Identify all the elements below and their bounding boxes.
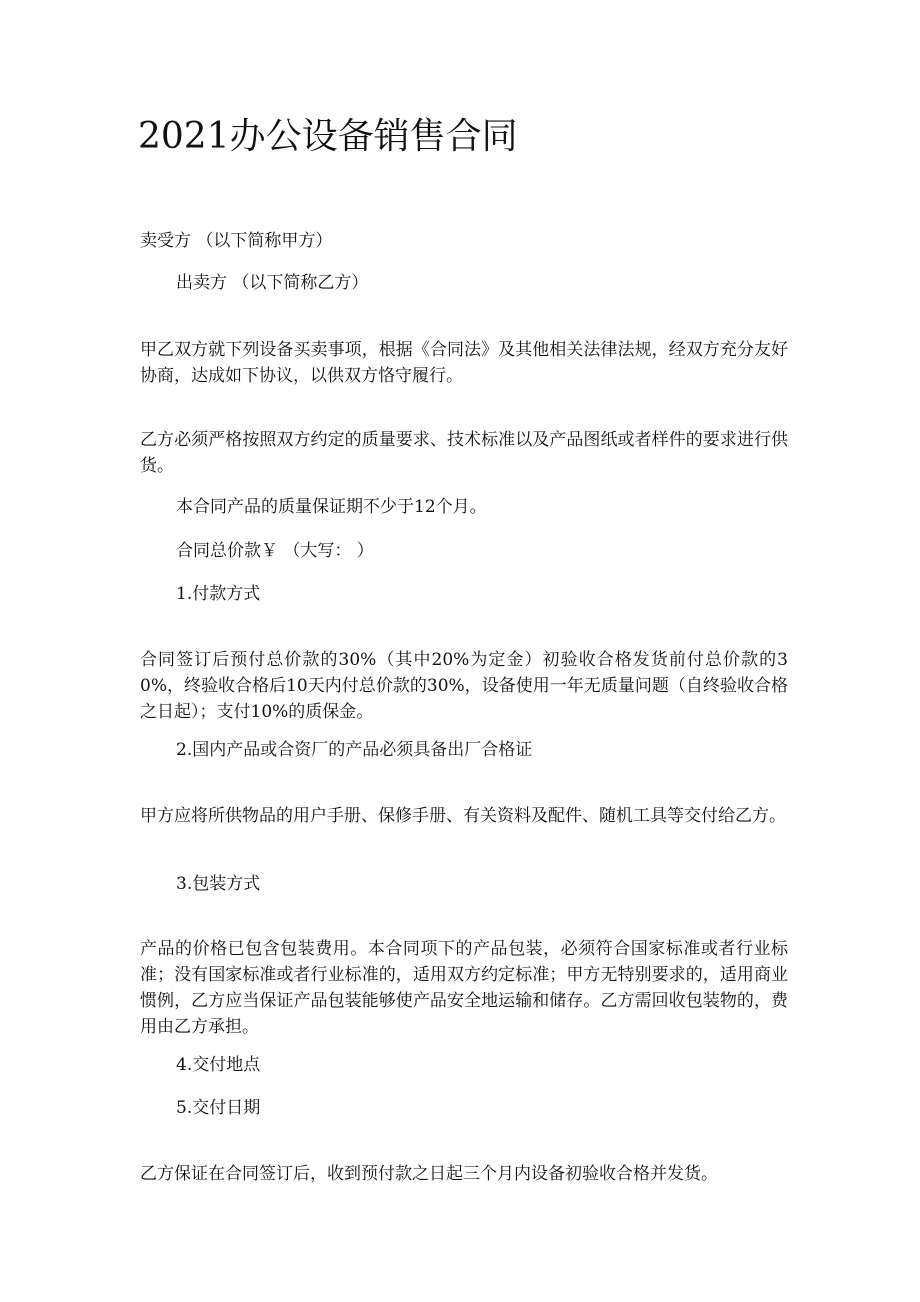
section-5-heading: 5.交付日期 xyxy=(176,1098,261,1118)
section-2-heading: 2.国内产品或合资厂的产品必须具备出厂合格证 xyxy=(176,740,533,760)
section-1-body: 合同签订后预付总价款的30%（其中20%为定金）初验收合格发货前付总价款的30%，终验收合格后10天内付总价款的30%，设备使用一年无质量问题（自终验收合格之日起）；支付10%的质保金。 xyxy=(140,650,788,722)
section-4-heading: 4.交付地点 xyxy=(176,1055,261,1075)
seller-party-line: 出卖方 （以下简称乙方） xyxy=(176,273,369,293)
section-5-body: 乙方保证在合同签订后，收到预付款之日起三个月内设备初验收合格并发货。 xyxy=(140,1164,718,1184)
quality-requirement-paragraph: 乙方必须严格按照双方约定的质量要求、技术标准以及产品图纸或者样件的要求进行供货。 xyxy=(140,430,788,476)
section-2-body: 甲方应将所供物品的用户手册、保修手册、有关资料及配件、随机工具等交付给乙方。 xyxy=(140,806,786,826)
document-title: 2021办公设备销售合同 xyxy=(138,116,518,157)
section-3-heading: 3.包装方式 xyxy=(176,874,261,894)
total-price-line: 合同总价款￥ （大写： ） xyxy=(176,541,374,561)
buyer-party-line: 卖受方 （以下简称甲方） xyxy=(140,231,333,251)
section-1-heading: 1.付款方式 xyxy=(176,584,261,604)
warranty-period-line: 本合同产品的质量保证期不少于12个月。 xyxy=(176,497,487,517)
section-3-body: 产品的价格已包含包装费用。本合同项下的产品包装，必须符合国家标准或者行业标准；没有国家标准或者行业标准的，适用双方约定标准；甲方无特别要求的，适用商业惯例，乙方应当保证产品包装能够使产品安全地运输和储存。乙方需回收包装物的，费用由乙方承担。 xyxy=(140,939,788,1037)
intro-paragraph: 甲乙双方就下列设备买卖事项，根据《合同法》及其他相关法律法规，经双方充分友好协商，达成如下协议，以供双方恪守履行。 xyxy=(140,340,788,386)
